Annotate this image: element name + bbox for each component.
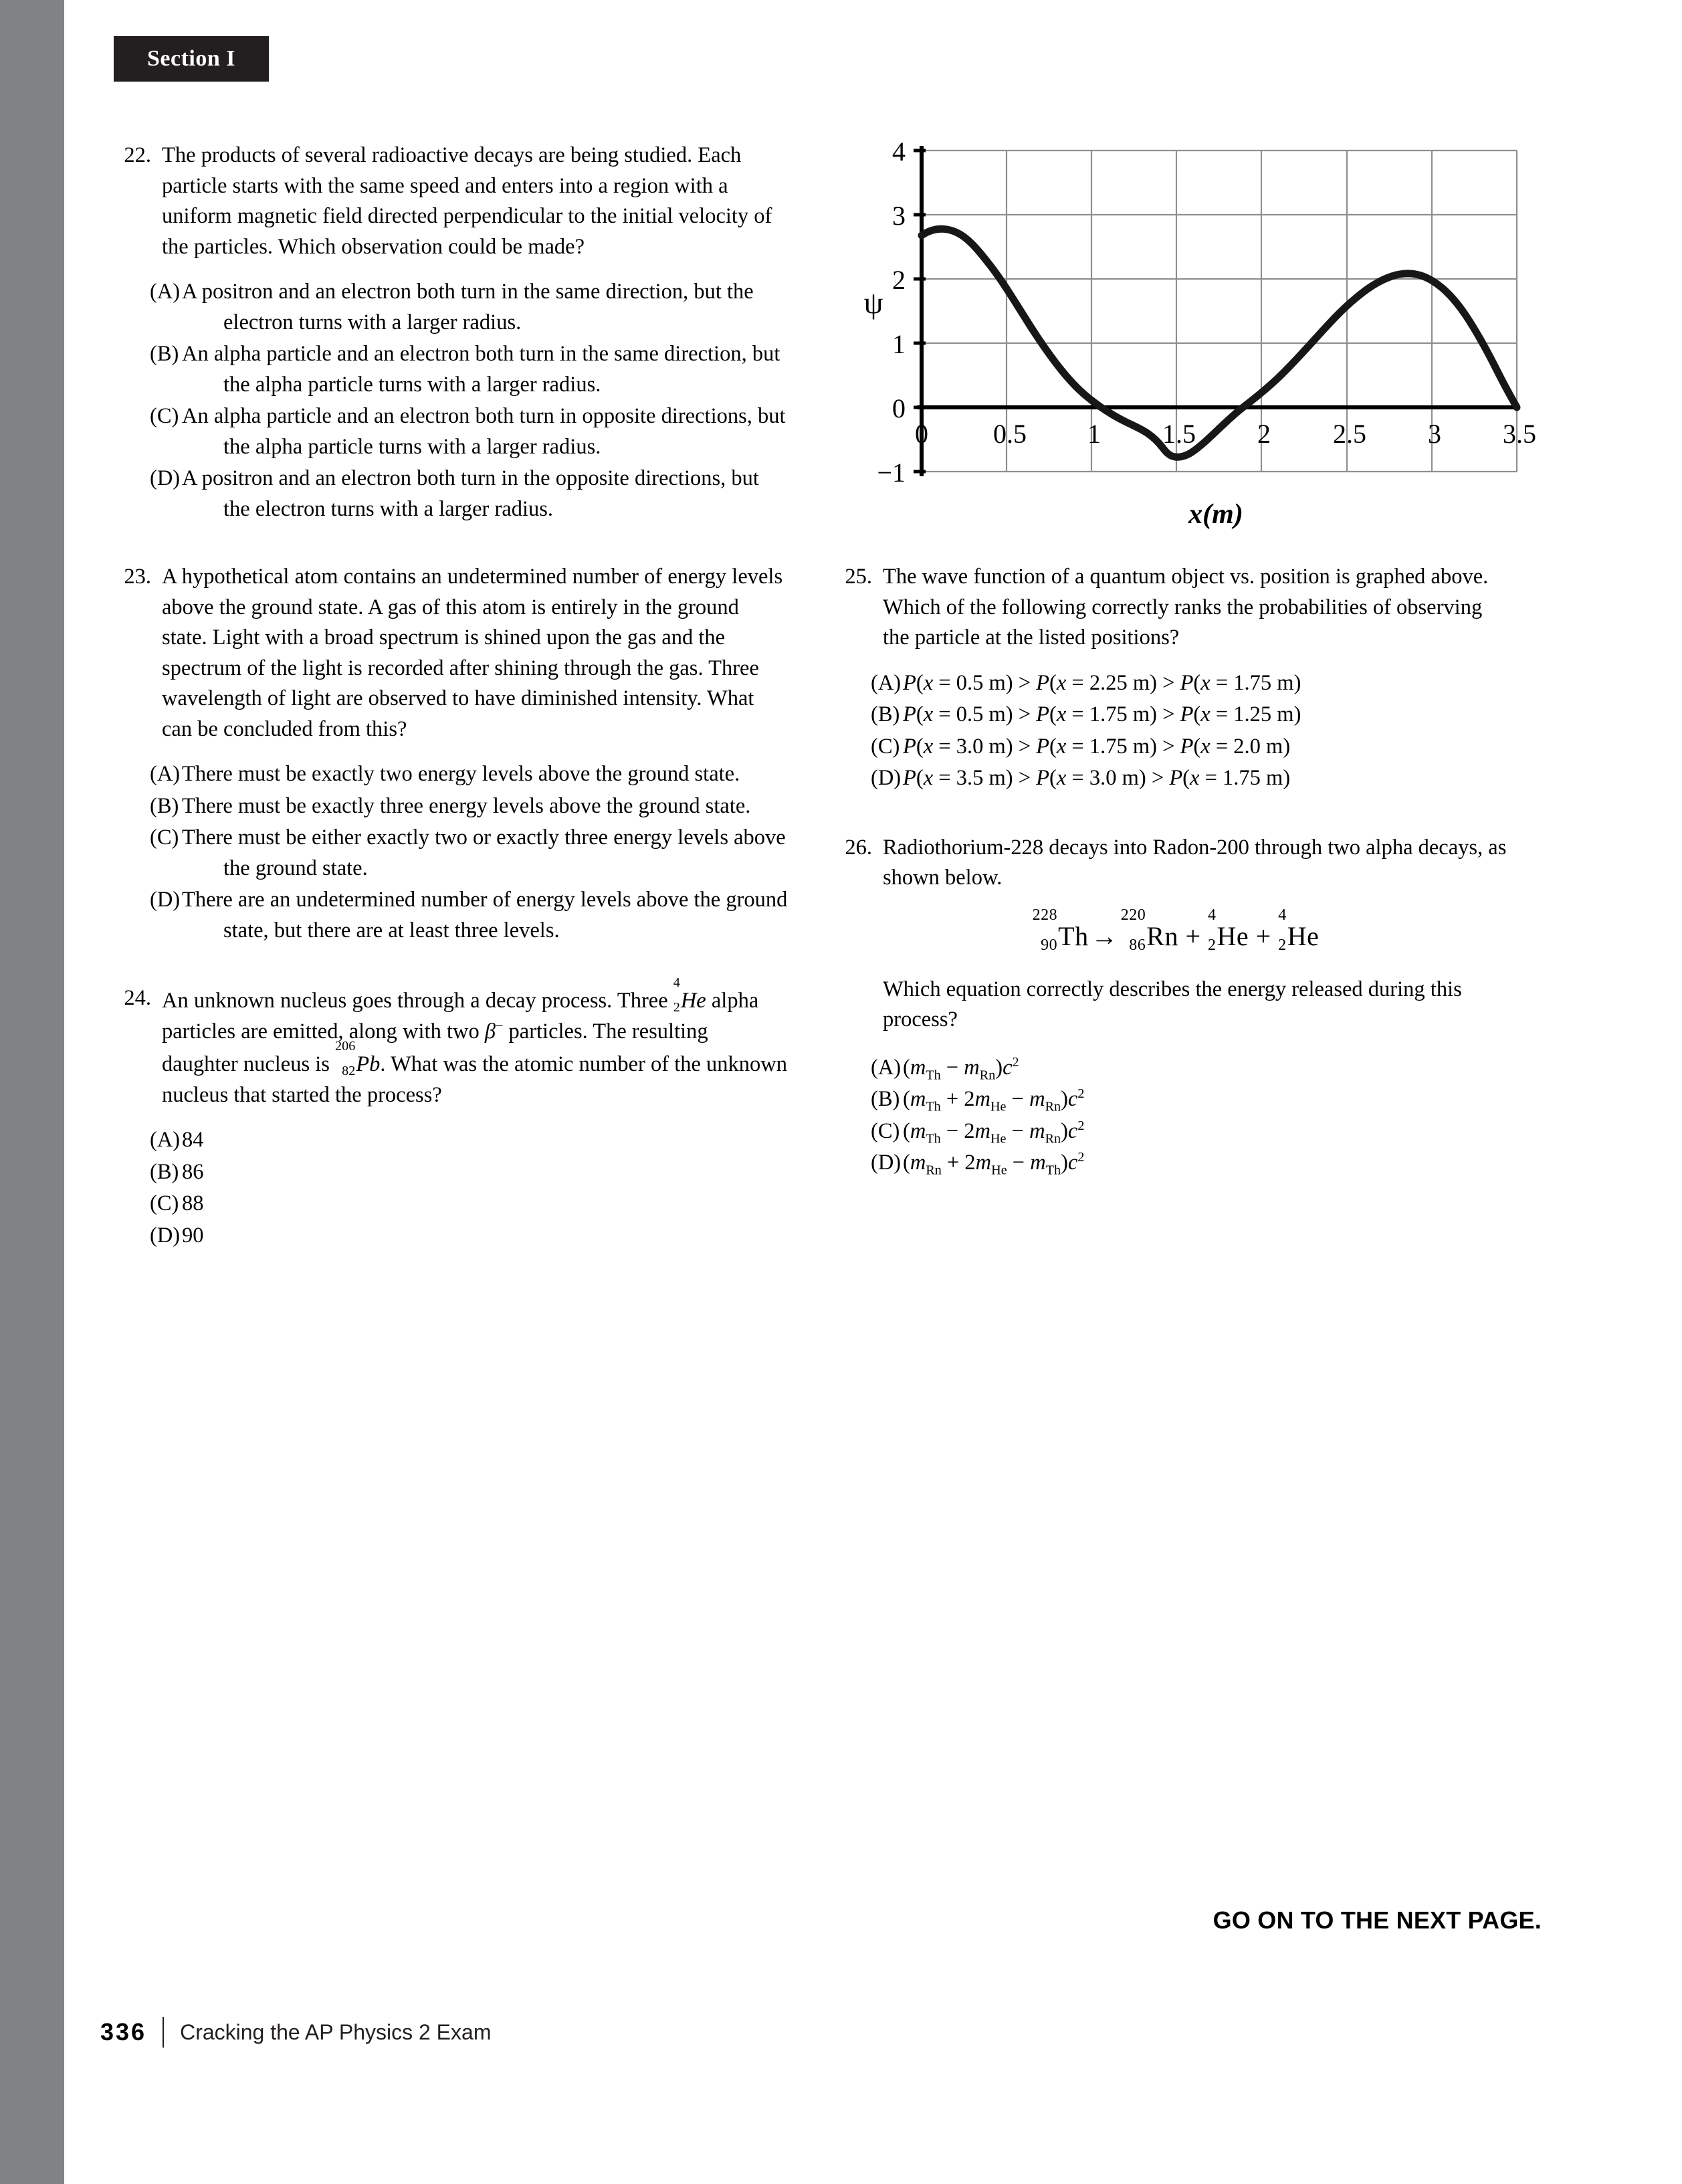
choice-25-d-term-1: 3.5 xyxy=(956,766,984,790)
helium-element-symbol: He xyxy=(680,989,706,1013)
beta-symbol: β xyxy=(484,1019,496,1044)
helium-mass-number: 4 xyxy=(1278,906,1287,924)
choice-22-c[interactable] xyxy=(120,401,789,462)
question-22-head xyxy=(120,140,789,262)
decay-equation xyxy=(841,906,1510,956)
unit-m: m xyxy=(1277,702,1294,726)
var-symbol: x xyxy=(1200,670,1211,695)
x-tick-2: 2 xyxy=(1257,419,1271,449)
question-24-text-part3: particles. The resulting daughter nucleus is xyxy=(162,1019,708,1077)
prob-symbol: P xyxy=(1180,734,1194,759)
question-24 xyxy=(120,975,789,1251)
graph-y-axis-label: ψ xyxy=(863,286,883,320)
x-tick-0.5: 0.5 xyxy=(993,419,1027,449)
prob-symbol: P xyxy=(1036,766,1050,790)
choice-22-a-letter: (A) xyxy=(150,280,181,304)
choice-24-b[interactable] xyxy=(120,1157,789,1188)
prob-symbol: P xyxy=(903,670,916,695)
choice-24-c-letter: (C) xyxy=(150,1191,179,1216)
helium-symbol: He xyxy=(1217,920,1249,951)
choice-25-c-term-1: 3.0 xyxy=(956,734,984,759)
choice-25-b-expression: P(x = 0.5 m) > P(x = 1.75 m) > P(x = 1.25 m) xyxy=(903,702,1301,726)
question-26-text: Radiothorium-228 decays into Radon-200 through two alpha decays, as shown below. xyxy=(883,835,1507,890)
choice-26-a-expression: $(m_{Th} - m_{Rn})c^2$ xyxy=(903,1054,1019,1082)
question-26-choices xyxy=(841,1053,1510,1179)
question-24-text xyxy=(162,975,789,1110)
section-tab-label: Section I xyxy=(147,46,235,71)
choice-25-c-expression: P(x = 3.0 m) > P(x = 1.75 m) > P(x = 2.0 m) xyxy=(903,734,1291,759)
left-column xyxy=(120,140,789,1282)
prob-symbol: P xyxy=(1169,766,1183,790)
choice-23-c-text: There must be either exactly two or exactly three energy levels above the ground state. xyxy=(182,825,786,880)
page-spine-bar xyxy=(0,0,64,2184)
question-24-text-part2: alpha particles are emitted, along with two xyxy=(162,989,759,1044)
graph-x-axis-label: x(m) xyxy=(1188,499,1243,530)
choice-22-c-text: An alpha particle and an electron both turn in opposite directions, but the alpha particle turns with a larger radius. xyxy=(182,404,786,459)
choice-25-a-term-2: 2.25 xyxy=(1089,670,1128,695)
question-26-number: 26. xyxy=(845,835,872,860)
prob-symbol: P xyxy=(1180,670,1194,695)
thorium-mass-number: 228 xyxy=(1032,906,1058,924)
choice-25-a-letter: (A) xyxy=(871,670,902,695)
question-25-choices xyxy=(841,668,1510,794)
y-tick-4: 4 xyxy=(892,136,906,167)
choice-23-c-letter: (C) xyxy=(150,825,179,850)
prob-symbol: P xyxy=(1036,734,1050,759)
choice-26-c-letter: (C) xyxy=(871,1118,900,1143)
helium-atomic-number: 2 xyxy=(1208,936,1217,954)
radon-atomic-number: 86 xyxy=(1129,936,1146,954)
choice-23-d[interactable] xyxy=(120,885,789,946)
choice-22-a[interactable] xyxy=(120,277,789,338)
x-tick-3.5: 3.5 xyxy=(1503,419,1536,449)
choice-26-a[interactable] xyxy=(841,1053,1510,1084)
section-tab xyxy=(114,36,269,82)
helium-nuclide-2 xyxy=(1278,906,1320,956)
choice-25-b-term-3: 1.25 xyxy=(1233,702,1272,726)
choice-24-a-letter: (A) xyxy=(150,1128,181,1153)
x-tick-3: 3 xyxy=(1428,419,1441,449)
var-symbol: x xyxy=(1056,766,1067,790)
var-symbol: x xyxy=(1200,702,1211,726)
prob-symbol: P xyxy=(903,766,916,790)
choice-23-a-text: There must be exactly two energy levels above the ground state. xyxy=(182,762,740,786)
var-symbol: x xyxy=(1200,734,1211,759)
choice-24-b-letter: (B) xyxy=(150,1159,179,1184)
choice-24-d[interactable] xyxy=(120,1221,789,1252)
plus-sign-1: + xyxy=(1185,920,1201,951)
choice-25-b-term-2: 1.75 xyxy=(1089,702,1128,726)
choice-24-d-text: 90 xyxy=(182,1223,204,1248)
choice-22-b[interactable] xyxy=(120,339,789,400)
choice-25-b[interactable] xyxy=(841,700,1510,730)
question-24-head xyxy=(120,975,789,1110)
choice-23-d-letter: (D) xyxy=(150,888,181,912)
var-symbol: x xyxy=(1056,734,1067,759)
var-symbol: x xyxy=(1190,766,1200,790)
choice-24-c[interactable] xyxy=(120,1189,789,1219)
question-23-text: A hypothetical atom contains an undetermined number of energy levels above the ground state. A gas of this atom is entirely in the ground state. Light with a broad spectrum is shined upon the gas and the spectrum of the light is recorded after shining through the gas. Three wavelength of light are observed to have diminished intensity. What can be concluded from this? xyxy=(162,565,783,741)
var-symbol: x xyxy=(923,734,934,759)
beta-charge-superscript: − xyxy=(496,1018,504,1033)
x-tick-1.5: 1.5 xyxy=(1162,419,1196,449)
x-tick-1: 1 xyxy=(1087,419,1101,449)
choice-25-c-term-3: 2.0 xyxy=(1233,734,1261,759)
unit-m: m xyxy=(1277,670,1294,695)
choice-25-a[interactable] xyxy=(841,668,1510,699)
question-25-text: The wave function of a quantum object vs. position is graphed above. Which of the following correctly ranks the probabilities of observing the particle at the listed positions? xyxy=(883,565,1489,650)
choice-26-a-letter: (A) xyxy=(871,1055,902,1080)
y-tick-0: 0 xyxy=(892,393,906,423)
question-26-followup: Which equation correctly describes the energy released during this process? xyxy=(883,977,1462,1031)
var-symbol: x xyxy=(1056,670,1067,695)
choice-23-b[interactable] xyxy=(120,791,789,822)
choice-24-d-letter: (D) xyxy=(150,1223,181,1248)
thorium-symbol: Th xyxy=(1058,920,1089,951)
choice-22-d-letter: (D) xyxy=(150,466,181,490)
y-tick-neg1: −1 xyxy=(877,458,906,488)
var-symbol: x xyxy=(1056,702,1067,726)
thorium-nuclide xyxy=(1032,906,1089,956)
wave-function-graph-svg xyxy=(841,134,1550,549)
lead-element-symbol: Pb xyxy=(356,1052,381,1077)
unit-m: m xyxy=(1122,766,1139,790)
question-26-head xyxy=(841,833,1510,894)
question-24-text-part4: . What was the atomic number of the unknown nucleus that started the process? xyxy=(162,1052,788,1107)
plus-sign-2: + xyxy=(1255,920,1271,951)
question-24-choices xyxy=(120,1125,789,1251)
choice-23-d-text: There are an undetermined number of energy levels above the ground state, but there are at least three levels. xyxy=(182,888,788,942)
prob-symbol: P xyxy=(1036,702,1050,726)
question-23 xyxy=(120,562,789,946)
choice-24-c-text: 88 xyxy=(182,1191,204,1216)
choice-25-a-expression: P(x = 0.5 m) > P(x = 2.25 m) > P(x = 1.75 m) xyxy=(903,670,1301,695)
helium-symbol: He xyxy=(1287,920,1320,951)
question-26 xyxy=(841,833,1510,1179)
y-tick-1: 1 xyxy=(892,329,906,359)
choice-23-b-letter: (B) xyxy=(150,793,179,818)
thorium-atomic-number: 90 xyxy=(1041,936,1058,954)
choice-25-b-term-1: 0.5 xyxy=(956,702,984,726)
choice-25-c-term-2: 1.75 xyxy=(1089,734,1128,759)
question-22-choices xyxy=(120,277,789,524)
decay-arrow-icon: → xyxy=(1091,920,1118,951)
choice-26-d-letter: (D) xyxy=(871,1151,902,1175)
unit-m: m xyxy=(988,702,1006,726)
question-22-number: 22. xyxy=(124,143,151,167)
page-footer xyxy=(100,2017,491,2048)
helium-mass-number: 4 xyxy=(1208,906,1217,924)
choice-23-a[interactable] xyxy=(120,759,789,790)
prob-symbol: P xyxy=(1036,670,1050,695)
footer-divider xyxy=(163,2017,164,2048)
choice-25-a-term-1: 0.5 xyxy=(956,670,984,695)
choice-25-d-term-2: 3.0 xyxy=(1089,766,1117,790)
choice-23-c[interactable] xyxy=(120,823,789,884)
x-tick-2.5: 2.5 xyxy=(1333,419,1366,449)
choice-25-d[interactable] xyxy=(841,763,1510,794)
choice-25-d-term-3: 1.75 xyxy=(1223,766,1261,790)
page-number: 336 xyxy=(100,2018,147,2046)
choice-25-a-term-3: 1.75 xyxy=(1233,670,1272,695)
unit-m: m xyxy=(988,670,1006,695)
choice-25-c-letter: (C) xyxy=(871,734,900,759)
unit-m: m xyxy=(1132,702,1150,726)
choice-26-b[interactable] xyxy=(841,1084,1510,1115)
choice-26-c[interactable] xyxy=(841,1116,1510,1147)
choice-22-b-text: An alpha particle and an electron both turn in the same direction, but the alpha particle turns with a larger radius. xyxy=(182,342,780,397)
var-symbol: x xyxy=(923,766,934,790)
choice-25-d-letter: (D) xyxy=(871,766,902,790)
unit-m: m xyxy=(988,734,1006,759)
y-tick-3: 3 xyxy=(892,201,906,231)
helium-nuclide-symbol xyxy=(673,975,706,1017)
unit-m: m xyxy=(988,766,1006,790)
choice-23-b-text: There must be exactly three energy levels above the ground state. xyxy=(182,793,751,818)
radon-nuclide xyxy=(1120,906,1178,956)
x-tick-0: 0 xyxy=(915,419,928,449)
question-23-number: 23. xyxy=(124,565,151,589)
var-symbol: x xyxy=(923,702,934,726)
unit-m: m xyxy=(1266,766,1283,790)
choice-24-a-text: 84 xyxy=(182,1128,204,1153)
question-22-text: The products of several radioactive decays are being studied. Each particle starts with the same speed and enters into a region with a uniform magnetic field directed perpendicular to the initial velocity of the particles. Which observation could be made? xyxy=(162,143,772,259)
question-24-number: 24. xyxy=(124,986,151,1010)
question-24-text-part1: An unknown nucleus goes through a decay process. Three xyxy=(162,989,673,1013)
choice-23-a-letter: (A) xyxy=(150,762,181,786)
right-column xyxy=(841,562,1510,1209)
y-tick-2: 2 xyxy=(892,265,906,295)
choice-25-d-expression: P(x = 3.5 m) > P(x = 3.0 m) > P(x = 1.75 m) xyxy=(903,766,1291,790)
book-title: Cracking the AP Physics 2 Exam xyxy=(180,2019,492,2044)
unit-m: m xyxy=(1132,670,1150,695)
go-on-next-page-notice: GO ON TO THE NEXT PAGE. xyxy=(1213,1906,1542,1934)
helium-atomic-number: 2 xyxy=(1278,936,1287,954)
helium-nuclide-1 xyxy=(1208,906,1249,956)
unit-m: m xyxy=(1266,734,1283,759)
choice-26-b-letter: (B) xyxy=(871,1087,900,1111)
prob-symbol: P xyxy=(1180,702,1194,726)
radon-mass-number: 220 xyxy=(1120,906,1146,924)
choice-22-a-text: A positron and an electron both turn in the same direction, but the electron turns with a larger radius. xyxy=(182,280,754,334)
choice-26-d[interactable] xyxy=(841,1148,1510,1179)
var-symbol: x xyxy=(923,670,934,695)
choice-24-b-text: 86 xyxy=(182,1159,204,1184)
lead-mass-number: 206 xyxy=(335,1039,356,1054)
choice-22-d[interactable] xyxy=(120,464,789,524)
lead-nuclide-symbol xyxy=(335,1039,381,1080)
question-23-head xyxy=(120,562,789,744)
choice-26-c-expression: $(m_{Th} - 2m_{He} - m_{Rn})c^2$ xyxy=(903,1118,1085,1146)
choice-25-b-letter: (B) xyxy=(871,702,900,726)
choice-25-c[interactable] xyxy=(841,732,1510,763)
choice-22-d-text: A positron and an electron both turn in the opposite directions, but the electron turns with a larger radius. xyxy=(182,466,759,521)
wave-function-graph xyxy=(841,134,1550,549)
prob-symbol: P xyxy=(903,702,916,726)
helium-mass-number: 4 xyxy=(673,975,680,990)
prob-symbol: P xyxy=(903,734,916,759)
lead-atomic-number: 82 xyxy=(342,1064,356,1079)
choice-22-c-letter: (C) xyxy=(150,404,179,428)
helium-atomic-number: 2 xyxy=(673,1000,680,1015)
unit-m: m xyxy=(1132,734,1150,759)
radon-symbol: Rn xyxy=(1146,920,1178,951)
question-25-number: 25. xyxy=(845,565,872,589)
question-25 xyxy=(841,562,1510,794)
question-23-choices xyxy=(120,759,789,946)
choice-26-d-expression: $(m_{Rn} + 2m_{He} - m_{Th})c^2$ xyxy=(903,1150,1085,1178)
question-22 xyxy=(120,140,789,524)
choice-26-b-expression: $(m_{Th} + 2m_{He} - m_{Rn})c^2$ xyxy=(903,1086,1085,1114)
choice-24-a[interactable] xyxy=(120,1125,789,1156)
choice-22-b-letter: (B) xyxy=(150,342,179,366)
question-25-head xyxy=(841,562,1510,654)
